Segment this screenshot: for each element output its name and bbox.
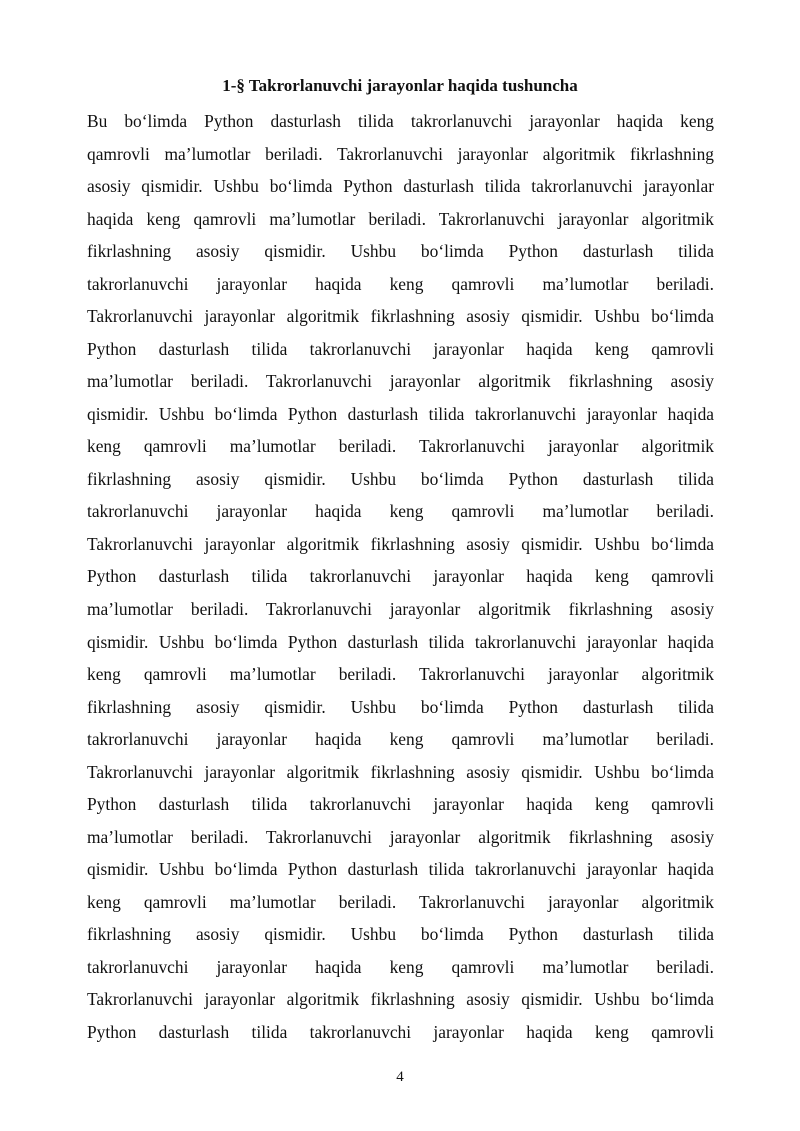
body-paragraph [87,105,714,1048]
text-line: qismidir. Ushbu bo‘limda Python dasturlash tilida takrorlanuvchi jarayonlar haqida [87,403,714,424]
text-line: takrorlanuvchi jarayonlar haqida keng qamrovli ma’lumotlar beriladi. [87,273,714,294]
text-line: Python dasturlash tilida takrorlanuvchi jarayonlar haqida keng qamrovli [87,1021,714,1042]
text-line: ma’lumotlar beriladi. Takrorlanuvchi jarayonlar algoritmik fikrlashning asosiy [87,371,714,392]
text-line: qamrovli ma’lumotlar beriladi. Takrorlanuvchi jarayonlar algoritmik fikrlashning [87,143,714,164]
text-line: keng qamrovli ma’lumotlar beriladi. Takrorlanuvchi jarayonlar algoritmik [87,436,714,457]
text-line: fikrlashning asosiy qismidir. Ushbu bo‘limda Python dasturlash tilida [87,696,714,717]
text-line: fikrlashning asosiy qismidir. Ushbu bo‘limda Python dasturlash tilida [87,241,714,262]
text-line: Python dasturlash tilida takrorlanuvchi jarayonlar haqida keng qamrovli [87,794,714,815]
text-line: asosiy qismidir. Ushbu bo‘limda Python dasturlash tilida takrorlanuvchi jarayonlar [87,176,714,197]
text-line: ma’lumotlar beriladi. Takrorlanuvchi jarayonlar algoritmik fikrlashning asosiy [87,826,714,847]
page-number: 4 [396,1069,404,1085]
text-line: takrorlanuvchi jarayonlar haqida keng qamrovli ma’lumotlar beriladi. [87,729,714,750]
text-line: Takrorlanuvchi jarayonlar algoritmik fikrlashning asosiy qismidir. Ushbu bo‘limda [87,306,714,327]
text-line: qismidir. Ushbu bo‘limda Python dasturlash tilida takrorlanuvchi jarayonlar haqida [87,631,714,652]
text-line: Takrorlanuvchi jarayonlar algoritmik fikrlashning asosiy qismidir. Ushbu bo‘limda [87,761,714,782]
text-line: ma’lumotlar beriladi. Takrorlanuvchi jarayonlar algoritmik fikrlashning asosiy [87,598,714,619]
text-line: Python dasturlash tilida takrorlanuvchi jarayonlar haqida keng qamrovli [87,566,714,587]
text-line: keng qamrovli ma’lumotlar beriladi. Takrorlanuvchi jarayonlar algoritmik [87,891,714,912]
text-line: qismidir. Ushbu bo‘limda Python dasturlash tilida takrorlanuvchi jarayonlar haqida [87,859,714,880]
text-line: takrorlanuvchi jarayonlar haqida keng qamrovli ma’lumotlar beriladi. [87,501,714,522]
section-title: 1-§ Takrorlanuvchi jarayonlar haqida tushuncha [222,76,578,95]
text-line: Bu bo‘limda Python dasturlash tilida takrorlanuvchi jarayonlar haqida keng [87,111,714,131]
text-line: takrorlanuvchi jarayonlar haqida keng qamrovli ma’lumotlar beriladi. [87,956,714,977]
text-line: Takrorlanuvchi jarayonlar algoritmik fikrlashning asosiy qismidir. Ushbu bo‘limda [87,989,714,1010]
text-line: Takrorlanuvchi jarayonlar algoritmik fikrlashning asosiy qismidir. Ushbu bo‘limda [87,533,714,554]
text-line: fikrlashning asosiy qismidir. Ushbu bo‘limda Python dasturlash tilida [87,924,714,945]
text-line: fikrlashning asosiy qismidir. Ushbu bo‘limda Python dasturlash tilida [87,468,714,489]
text-line: Python dasturlash tilida takrorlanuvchi jarayonlar haqida keng qamrovli [87,338,714,359]
text-line: haqida keng qamrovli ma’lumotlar beriladi. Takrorlanuvchi jarayonlar algoritmik [87,208,714,229]
text-line: keng qamrovli ma’lumotlar beriladi. Takrorlanuvchi jarayonlar algoritmik [87,664,714,685]
